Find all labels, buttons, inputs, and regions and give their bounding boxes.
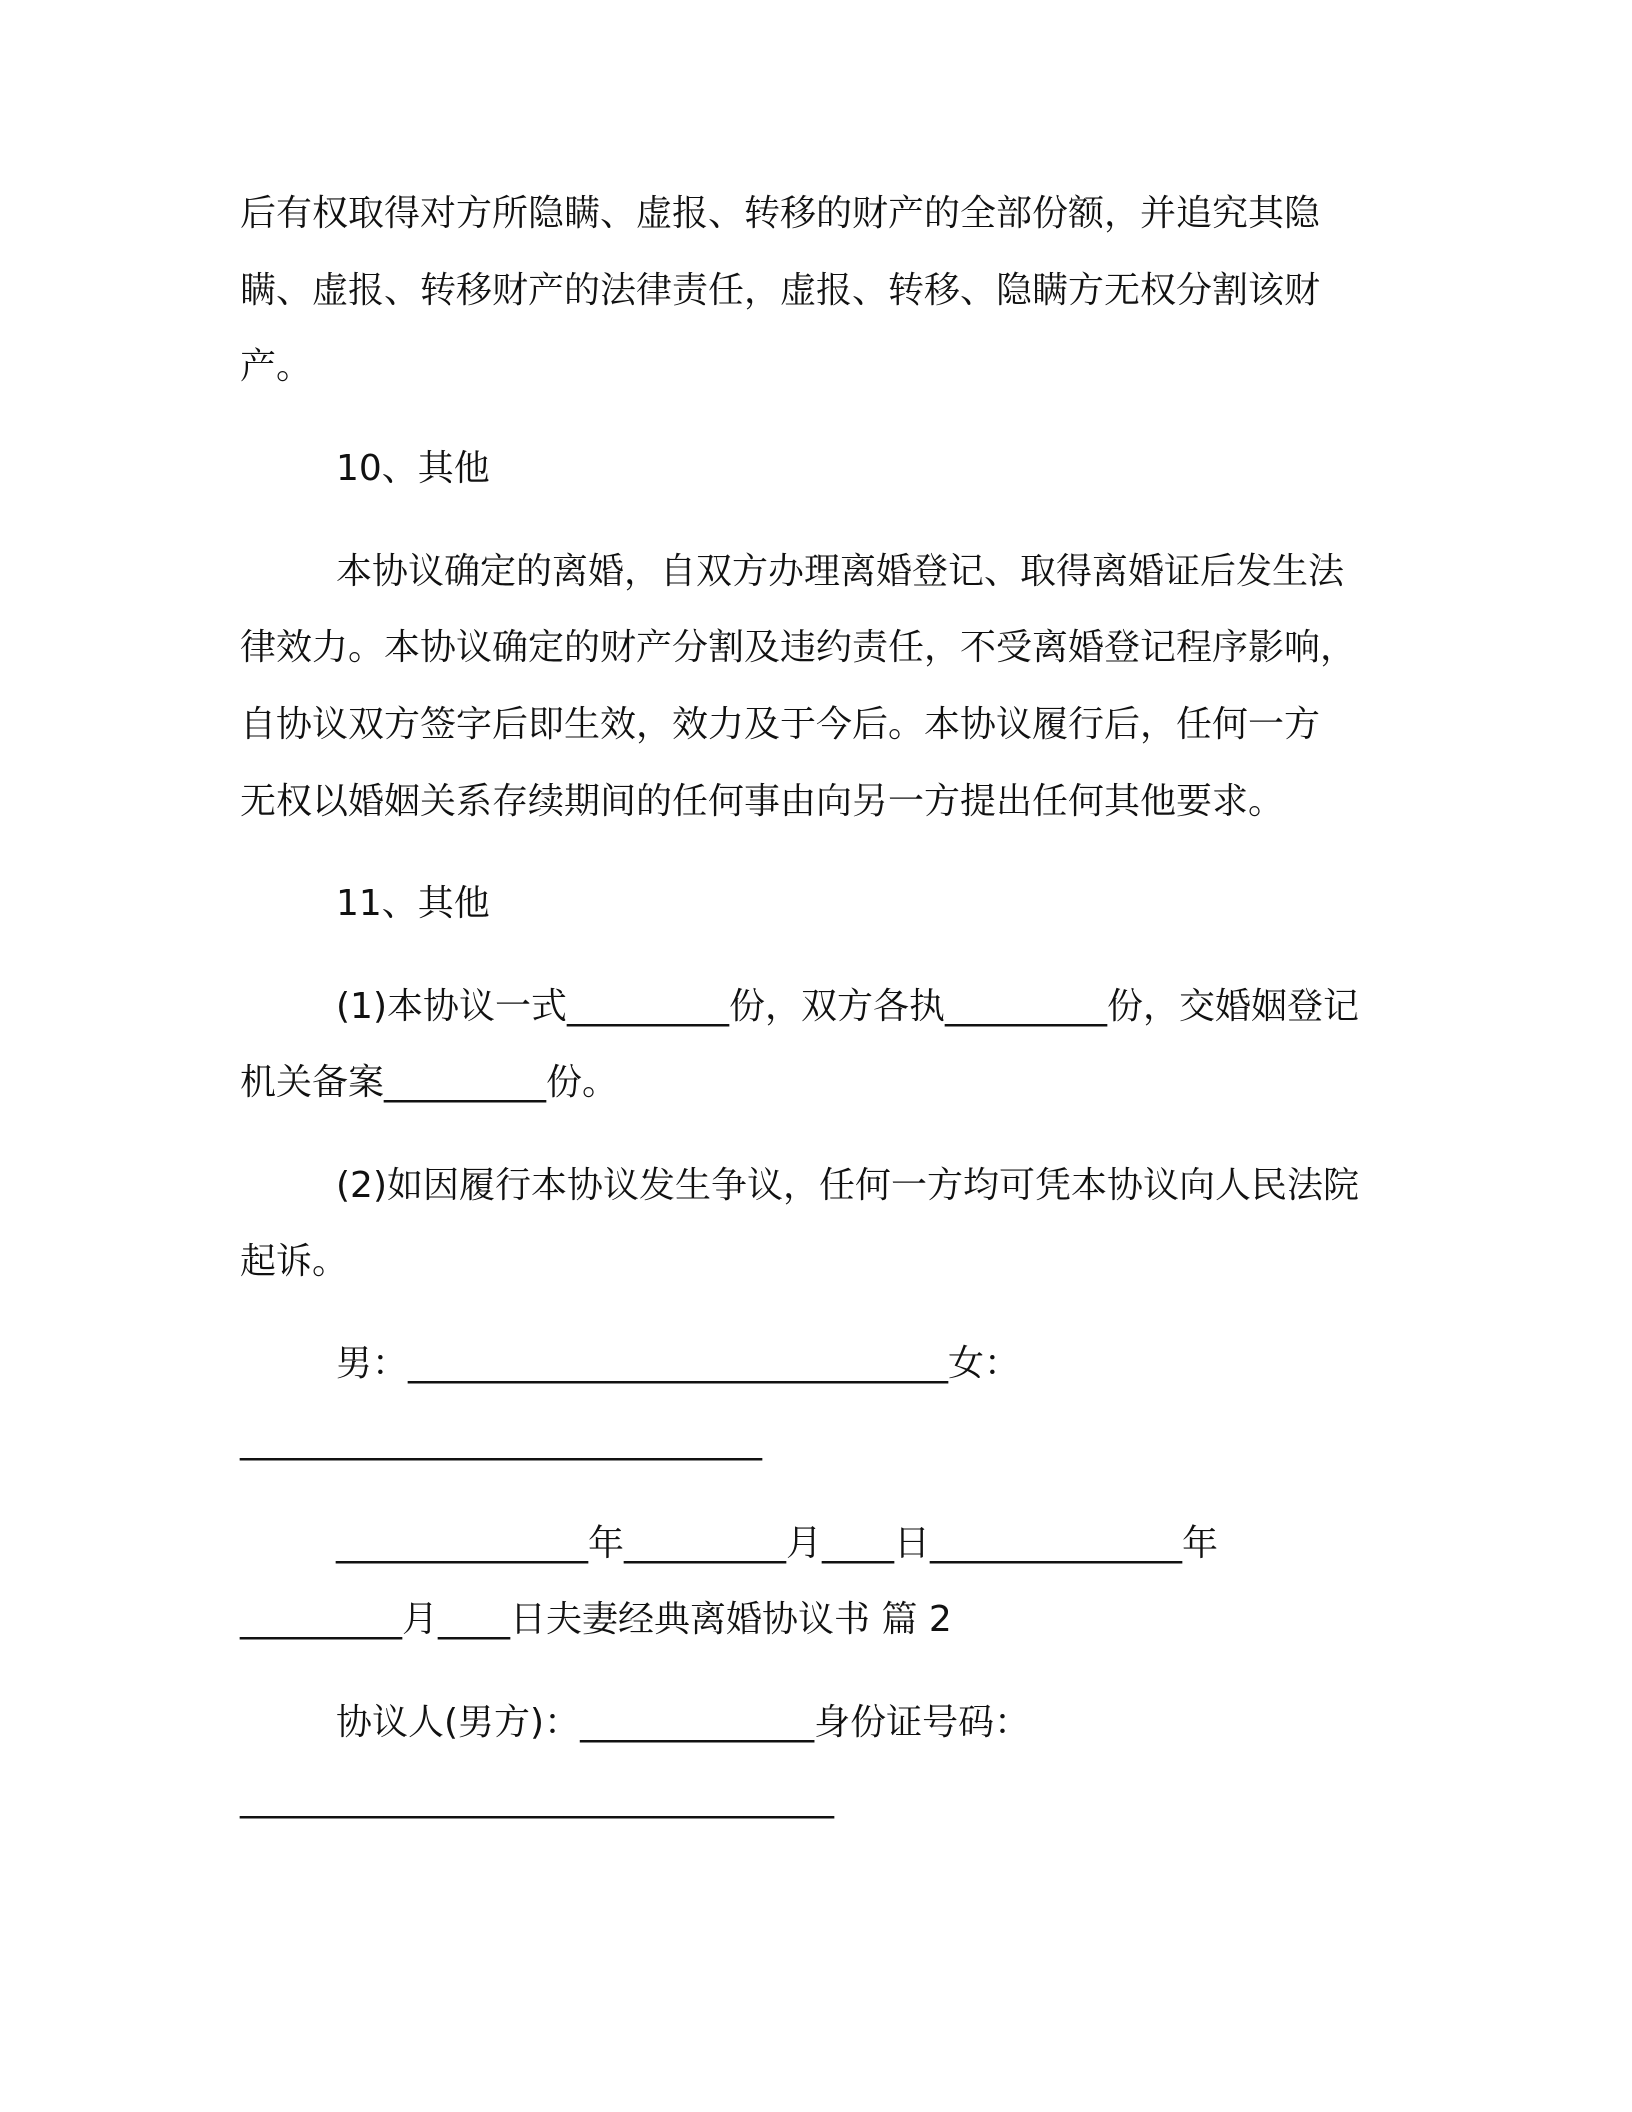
text-line-5: 本协议确定的离婚，自双方办理离婚登记、取得离婚证后发生法 — [336, 551, 1345, 592]
text-line-10: (1)本协议一式_________份，双方各执_________份，交婚姻登记 — [336, 986, 1359, 1027]
text-line-12: (2)如因履行本协议发生争议，任何一方均可凭本协议向人民法院 — [336, 1165, 1359, 1206]
text-line-8: 无权以婚姻关系存续期间的任何事由向另一方提出任何其他要求。 — [240, 781, 1285, 822]
section-heading-11: 11、其他 — [336, 883, 490, 924]
signature-blank-female: _____________________________ — [240, 1420, 762, 1461]
text-line-2: 瞒、虚报、转移财产的法律责任，虚报、转移、隐瞒方无权分割该财 — [240, 270, 1321, 311]
party-male-line: 协议人(男方)：_____________身份证号码： — [336, 1702, 1031, 1743]
text-line-3: 产。 — [240, 346, 313, 387]
date-line-1: ______________年_________月____日______________年 — [336, 1523, 1218, 1564]
signature-line-male-female: 男：______________________________女： — [336, 1343, 1020, 1384]
section-heading-10: 10、其他 — [336, 448, 490, 489]
date-line-2: _________月____日夫妻经典离婚协议书 篇 2 — [240, 1599, 952, 1640]
text-line-13: 起诉。 — [240, 1241, 349, 1282]
text-line-7: 自协议双方签字后即生效，效力及于今后。本协议履行后，任何一方 — [240, 704, 1321, 745]
text-line-1: 后有权取得对方所隐瞒、虚报、转移的财产的全部份额，并追究其隐 — [240, 193, 1321, 234]
text-line-11: 机关备案_________份。 — [240, 1062, 619, 1103]
text-line-6: 律效力。本协议确定的财产分割及违约责任，不受离婚登记程序影响， — [240, 627, 1357, 668]
id-number-blank: _________________________________ — [240, 1778, 834, 1819]
